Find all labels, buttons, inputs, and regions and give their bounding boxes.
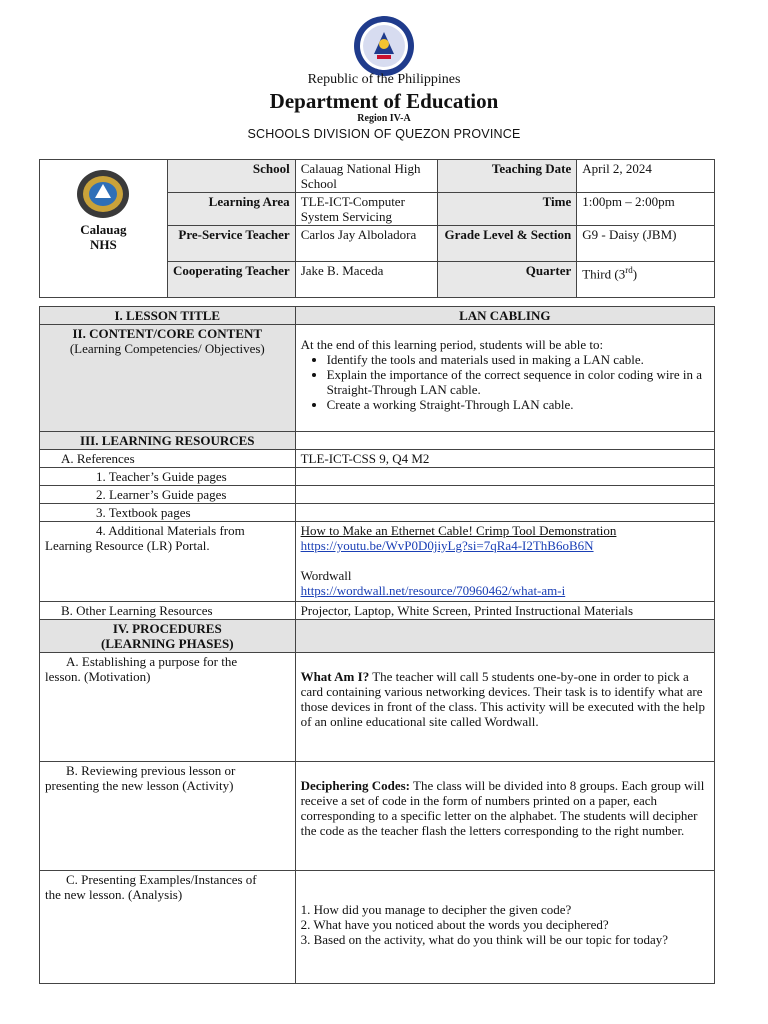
procedures-label-cell: [40, 620, 296, 653]
content-label: II. CONTENT/CORE CONTENT: [72, 326, 263, 341]
learning-area-value: TLE-ICT-Computer System Servicing: [295, 193, 438, 226]
phase-a-label-cell: [40, 653, 296, 762]
resources-empty: [295, 432, 714, 450]
phase-c-label-cell: [40, 871, 296, 984]
lesson-title-value: LAN CABLING: [295, 307, 714, 325]
phase-a-title: What Am I?: [300, 669, 370, 684]
school-value: Calauag National High School: [295, 160, 438, 193]
objective-item: • Create a working Straight-Through LAN cable.: [327, 397, 709, 412]
additional-materials-cell: [40, 522, 296, 602]
phase-a-text: The teacher will call 5 students one-by-one in order to pick a card containing various networking devices. Their task is to identify what are those devices in front of the class. This activity will be executed with the help of an online educational site called Wordwall.: [300, 669, 706, 729]
quarter-text: Third (3: [582, 266, 626, 282]
objectives-list: [301, 352, 709, 412]
content-label-cell: [40, 325, 296, 432]
teaching-date-label: Teaching Date: [438, 160, 577, 193]
cooperating-label: Cooperating Teacher: [167, 262, 295, 298]
phase-c-label-1: C. Presenting Examples/Instances of: [66, 872, 257, 887]
time-label: Time: [438, 193, 577, 226]
school-label: School: [167, 160, 295, 193]
preservice-value: Carlos Jay Alboladora: [295, 226, 438, 262]
phase-b-text-cell: [295, 762, 714, 871]
other-resources-value: Projector, Laptop, White Screen, Printed Instructional Materials: [295, 602, 714, 620]
phase-a-label-2: lesson. (Motivation): [45, 669, 151, 684]
deped-seal-logo: [348, 14, 420, 78]
question-item: 3. Based on the activity, what do you think will be our topic for today?: [300, 932, 668, 947]
header-division: SCHOOLS DIVISION OF QUEZON PROVINCE: [247, 127, 521, 141]
objective-item: • Explain the importance of the correct sequence in color coding wire in a Straight-Through LAN cable.: [327, 367, 709, 397]
phase-b-label-2: presenting the new lesson (Activity): [45, 778, 234, 793]
teacher-guide-label: 1. Teacher’s Guide pages: [40, 468, 296, 486]
objectives-intro: At the end of this learning period, students will be able to:: [300, 337, 604, 352]
teaching-date-value: April 2, 2024: [577, 160, 715, 193]
school-logo: [75, 168, 131, 220]
grade-label: Grade Level & Section: [438, 226, 577, 262]
procedures-sublabel: (LEARNING PHASES): [101, 636, 234, 651]
material-title-link[interactable]: How to Make an Ethernet Cable! Crimp Tool Demonstration: [300, 523, 617, 538]
header-republic: Republic of the Philippines: [307, 72, 461, 87]
resources-label: III. LEARNING RESOURCES: [40, 432, 296, 450]
learning-area-label: Learning Area: [167, 193, 295, 226]
phase-a-text-cell: [295, 653, 714, 762]
school-logo-cell: [40, 160, 168, 298]
cooperating-value: Jake B. Maceda: [295, 262, 438, 298]
header-department: Department of Education: [269, 89, 499, 113]
objectives-cell: [295, 325, 714, 432]
objective-item: • Identify the tools and materials used in making a LAN cable.: [327, 352, 709, 367]
quarter-close: ): [632, 266, 638, 282]
grade-value: G9 - Daisy (JBM): [577, 226, 715, 262]
lesson-plan-table: [39, 306, 715, 984]
quarter-value: [577, 262, 715, 298]
phase-c-questions-cell: [295, 871, 714, 984]
learner-guide-value: [295, 486, 714, 504]
phase-b-text: The class will be divided into 8 groups. Each group will receive a set of code in the form of numbers printed on a paper, each corresponding to a specific letter on the alphabet. The students will decipher the code as the teacher flash the letters corresponding to the right number.: [300, 778, 705, 838]
preservice-label: Pre-Service Teacher: [167, 226, 295, 262]
textbook-label: 3. Textbook pages: [40, 504, 296, 522]
wordwall-label: Wordwall: [300, 568, 352, 583]
textbook-value: [295, 504, 714, 522]
phase-b-label-1: B. Reviewing previous lesson or: [66, 763, 236, 778]
references-value: TLE-ICT-CSS 9, Q4 M2: [295, 450, 714, 468]
content-sublabel: (Learning Competencies/ Objectives): [69, 341, 265, 356]
school-logo-label: Calauag NHS: [80, 222, 127, 252]
procedures-empty: [295, 620, 714, 653]
phase-b-title: Deciphering Codes:: [300, 778, 410, 793]
time-value: 1:00pm – 2:00pm: [577, 193, 715, 226]
additional-materials-value: [295, 522, 714, 602]
quarter-label: Quarter: [438, 262, 577, 298]
quarter-sup: rd: [625, 265, 633, 275]
procedures-label: IV. PROCEDURES: [112, 621, 222, 636]
additional-label-2: Learning Resource (LR) Portal.: [45, 538, 210, 553]
references-label: A. References: [40, 450, 296, 468]
learner-guide-label: 2. Learner’s Guide pages: [40, 486, 296, 504]
teacher-guide-value: [295, 468, 714, 486]
phase-c-label-2: the new lesson. (Analysis): [45, 887, 183, 902]
youtube-link[interactable]: https://youtu.be/WvP0D0jiyLg?si=7qRa4-I2ThB6oB6N: [300, 538, 594, 553]
lesson-title-label: I. LESSON TITLE: [40, 307, 296, 325]
school-info-table: [39, 159, 715, 298]
question-item: 2. What have you noticed about the words you deciphered?: [300, 917, 609, 932]
additional-label-1: 4. Additional Materials from: [96, 523, 245, 538]
phase-a-label-1: A. Establishing a purpose for the: [66, 654, 238, 669]
question-item: 1. How did you manage to decipher the given code?: [300, 902, 572, 917]
other-resources-label: B. Other Learning Resources: [40, 602, 296, 620]
header-region: Region IV-A: [357, 113, 411, 124]
wordwall-link[interactable]: https://wordwall.net/resource/70960462/what-am-i: [300, 583, 566, 598]
phase-b-label-cell: [40, 762, 296, 871]
